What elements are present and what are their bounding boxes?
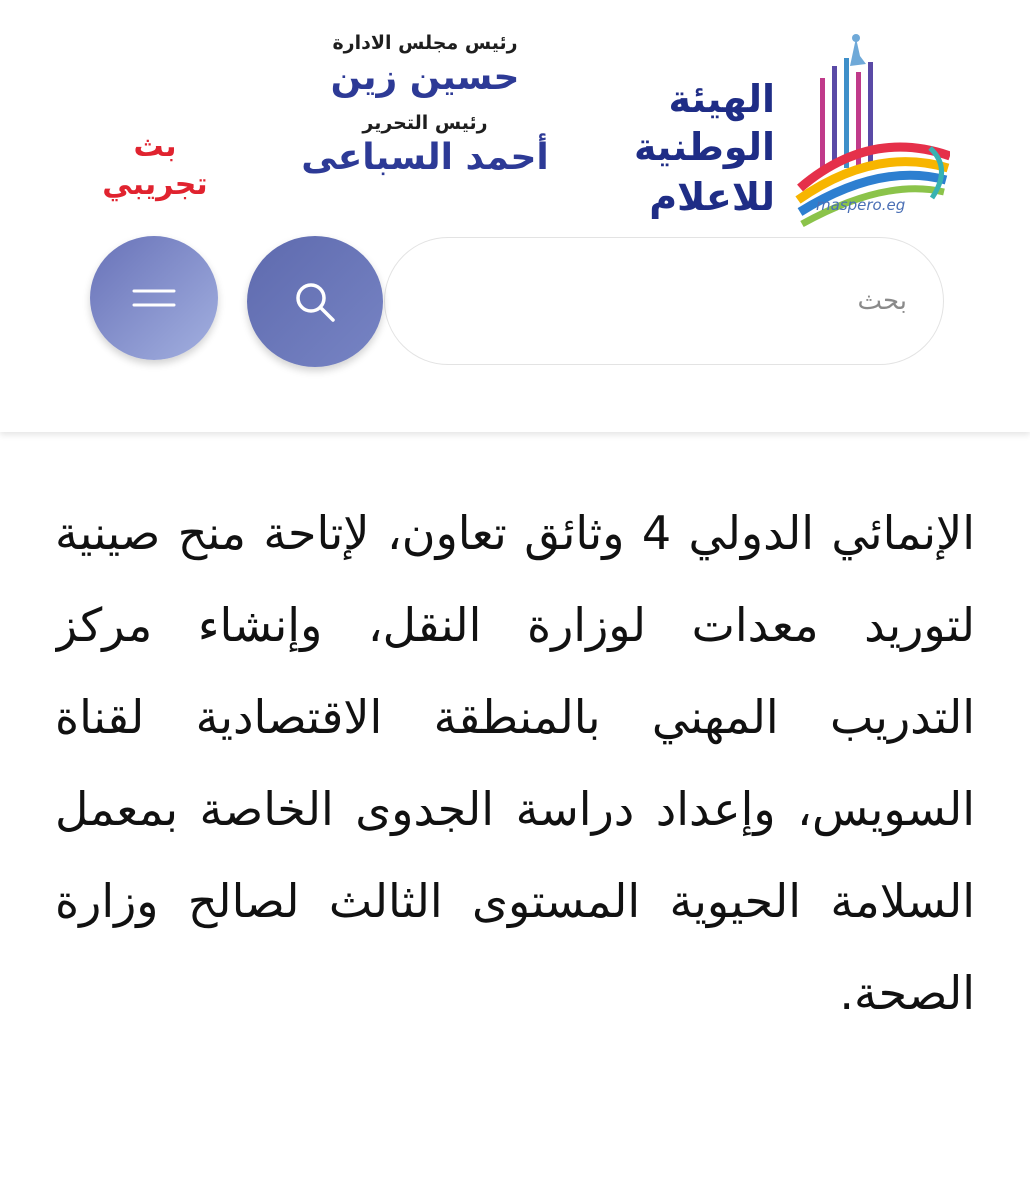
logo-site-name: maspero.eg: [816, 196, 906, 214]
search-input[interactable]: [385, 238, 943, 364]
broadcast-line-2: تجريبي: [102, 166, 208, 202]
logo-line-1: الهيئة: [668, 77, 775, 121]
article-paragraph: الإنمائي الدولي 4 وثائق تعاون، لإتاحة منح صينية لتوريد معدات لوزارة النقل، وإنشاء مركز التدريب المهني بالمنطقة الاقتصادية لقناة السويس، وإعداد دراسة الجدوى الخاصة بمعمل السلامة الحيوية المستوى الثالث لصالح وزارة الصحة.: [55, 506, 975, 1020]
chairman-name: حسين زين: [330, 56, 520, 98]
board-credits: [290, 32, 560, 180]
site-logo[interactable]: [634, 28, 950, 233]
menu-button[interactable]: [90, 236, 218, 360]
site-header: [0, 0, 1030, 432]
logo-line-2: الوطنية: [634, 125, 775, 169]
editor-name: أحمد السباعى: [301, 136, 549, 178]
trial-broadcast-badge[interactable]: [90, 128, 220, 203]
broadcast-line-1: بث: [133, 129, 177, 164]
chairman-role: رئيس مجلس الادارة: [332, 32, 518, 54]
search-icon: [291, 278, 339, 326]
search-field[interactable]: [384, 237, 944, 365]
logo-line-3: للاعلام: [649, 175, 775, 219]
editor-role: رئيس التحرير: [362, 111, 488, 134]
hamburger-menu-icon: [132, 283, 176, 313]
article-body: [55, 395, 975, 1035]
search-button[interactable]: [247, 236, 383, 367]
